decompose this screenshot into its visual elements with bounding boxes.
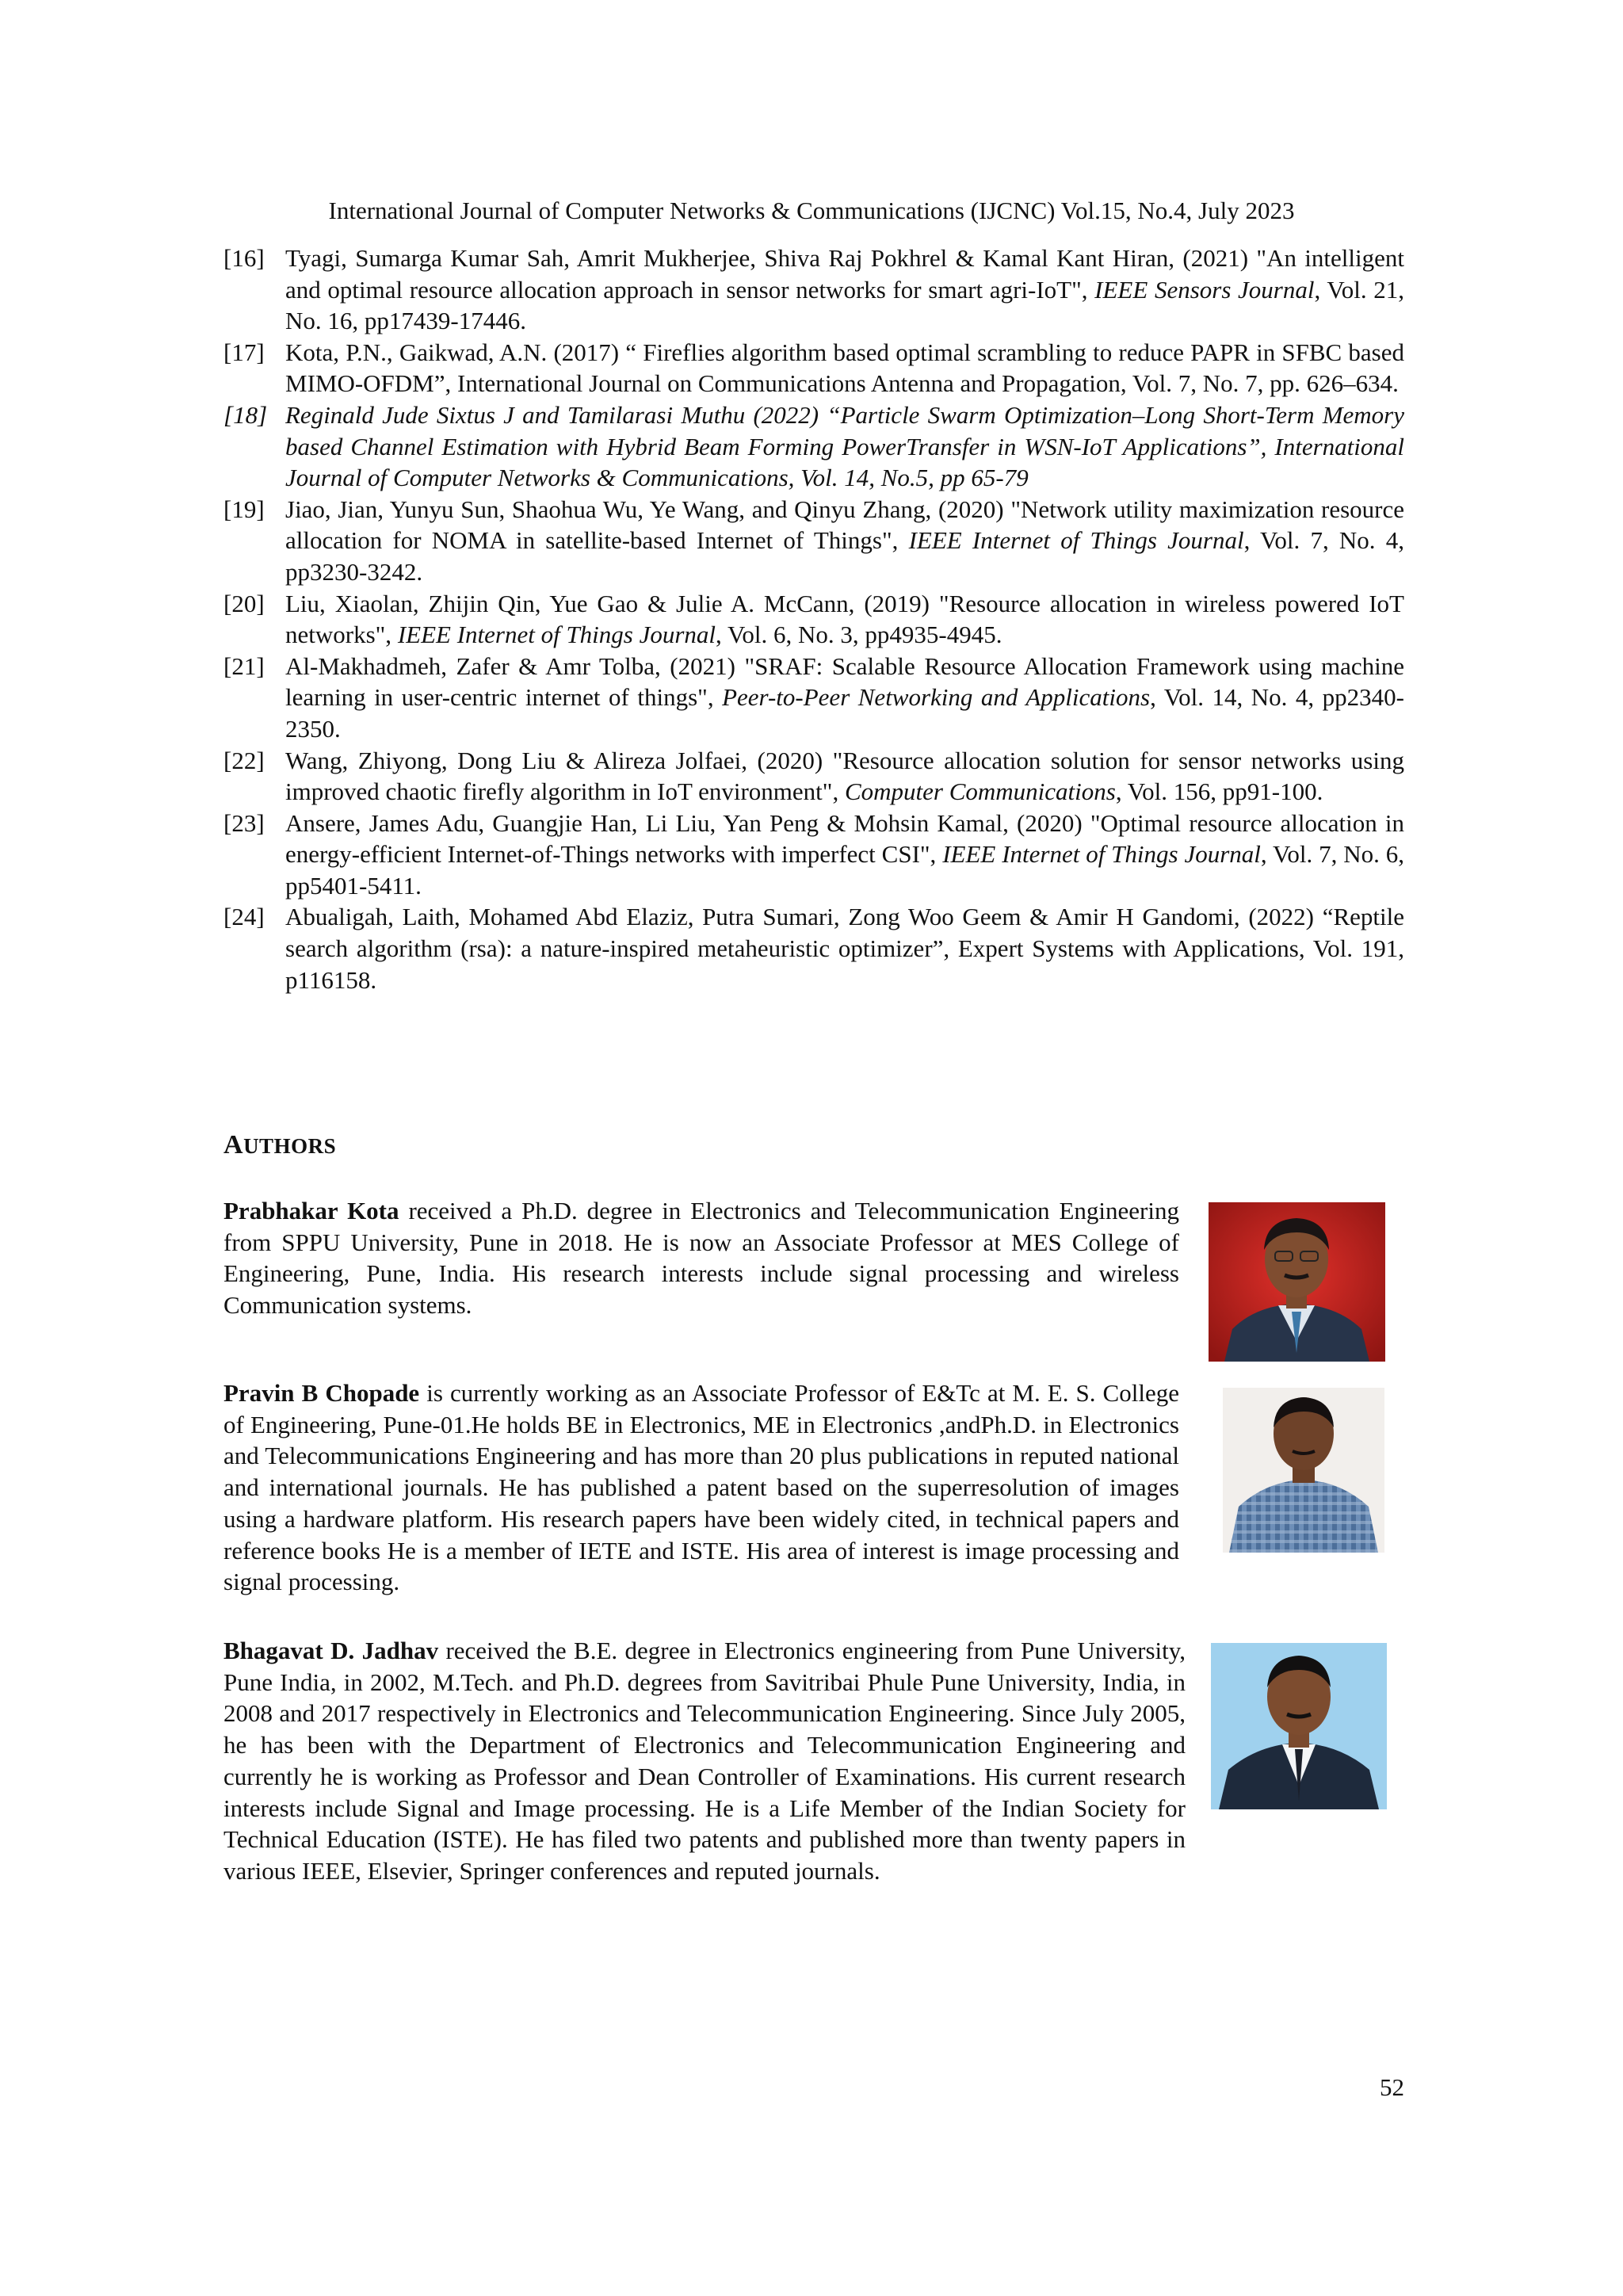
authors-heading-initial: A bbox=[223, 1130, 244, 1159]
reference-text: Liu, Xiaolan, Zhijin Qin, Yue Gao & Julie A. McCann, (2019) "Resource allocation in wireless powered IoT networks", bbox=[285, 589, 1404, 649]
author-bio-text: received the B.E. degree in Electronics engineering from Pune University, Pune India, in 2002, M.Tech. and Ph.D. degrees from Savitribai Phule Pune University, India, in 2008 and 2017 respectively in Electronics and Telecommunication Engineering. Since July 2005, he has been with the Department of Electronics and Telecommunication Engineering and currently he is working as Professor and Dean Controller of Examinations. His current research interests include Signal and Image processing. He is a Life Member of the Indian Society for Technical Education (ISTE). He has filed two patents and published more than twenty papers in various IEEE, Elsevier, Springer conferences and reputed journals. bbox=[223, 1637, 1186, 1885]
reference-text: Wang, Zhiyong, Dong Liu & Alireza Jolfaei, (2020) "Resource allocation solution for sensor networks using improved chaotic firefly algorithm in IoT environment", bbox=[285, 746, 1404, 806]
reference-number: [16] bbox=[223, 244, 265, 272]
author-name: Pravin B Chopade bbox=[223, 1379, 420, 1407]
reference-journal: IEEE Sensors Journal bbox=[1094, 275, 1315, 304]
reference-item bbox=[223, 337, 1404, 399]
reference-text: , Vol. 21, No. 16, pp17439-17446. bbox=[285, 275, 1404, 335]
author-bio-text: is currently working as an Associate Professor of E&Tc at M. E. S. College of Engineering, Pune-01.He holds BE in Electronics, ME in Electronics ,andPh.D. in Electronics and Telecommunications Engineering and has more than 20 plus publications in reputed national and international journals. He has published a patent based on the superresolution of images using a hardware platform. His research papers have been widely cited, in technical papers and reference books He is a member of IETE and ISTE. His area of interest is image processing and signal processing. bbox=[223, 1379, 1179, 1596]
reference-number: [23] bbox=[223, 808, 265, 837]
authors-heading-rest: UTHORS bbox=[243, 1134, 337, 1158]
author-bio-kota bbox=[223, 1195, 1179, 1321]
author-name: Bhagavat D. Jadhav bbox=[223, 1637, 439, 1664]
reference-item bbox=[223, 651, 1404, 745]
portrait-figure bbox=[1223, 1388, 1384, 1553]
reference-text: , Vol. 156, pp91-100. bbox=[1115, 777, 1323, 806]
reference-list bbox=[223, 243, 1404, 995]
reference-item bbox=[223, 494, 1404, 588]
portrait-figure bbox=[1211, 1643, 1387, 1809]
reference-item bbox=[223, 901, 1404, 995]
reference-journal: IEEE Internet of Things Journal bbox=[942, 840, 1261, 869]
author-photo-jadhav bbox=[1211, 1643, 1387, 1809]
reference-text: Al-Makhadmeh, Zafer & Amr Tolba, (2021) "SRAF: Scalable Resource Allocation Framework using machine learning in user-centric internet of things", bbox=[285, 651, 1404, 712]
reference-number: [20] bbox=[223, 589, 265, 617]
reference-journal: Peer-to-Peer Networking and Applications bbox=[722, 683, 1151, 712]
reference-text: Tyagi, Sumarga Kumar Sah, Amrit Mukherjee, Shiva Raj Pokhrel & Kamal Kant Hiran, (2021) "An intelligent and optimal resource allocation approach in sensor networks for smart agri-IoT", bbox=[285, 244, 1404, 304]
reference-journal: IEEE Internet of Things Journal bbox=[908, 526, 1244, 555]
reference-item bbox=[223, 588, 1404, 651]
author-name: Prabhakar Kota bbox=[223, 1197, 399, 1224]
reference-number: [17] bbox=[223, 338, 265, 366]
page-number: 52 bbox=[1380, 2073, 1404, 2101]
reference-item bbox=[223, 745, 1404, 808]
author-bio-text: received a Ph.D. degree in Electronics and Telecommunication Engineering from SPPU University, Pune in 2018. He is now an Associate Professor at MES College of Engineering, Pune, India. His research interests include signal processing and wireless Communication systems. bbox=[223, 1197, 1179, 1320]
portrait-figure bbox=[1209, 1202, 1385, 1362]
author-photo-kota bbox=[1209, 1202, 1385, 1362]
reference-text: Ansere, James Adu, Guangjie Han, Li Liu, Yan Peng & Mohsin Kamal, (2020) "Optimal resource allocation in energy-efficient Internet-of-Things networks with imperfect CSI", bbox=[285, 808, 1404, 869]
running-header: International Journal of Computer Networks & Communications (IJCNC) Vol.15, No.4, July 2023 bbox=[328, 197, 1295, 224]
reference-item bbox=[223, 243, 1404, 337]
reference-item bbox=[223, 808, 1404, 902]
reference-text: Abualigah, Laith, Mohamed Abd Elaziz, Putra Sumari, Zong Woo Geem & Amir H Gandomi, (2022) “Reptile search algorithm (rsa): a nature-inspired metaheuristic optimizer”, Expert Systems with Applications, Vol. 191, p116158. bbox=[285, 903, 1404, 994]
reference-text: , Vol. 7, No. 4, pp3230-3242. bbox=[285, 526, 1404, 586]
reference-number: [19] bbox=[223, 495, 265, 523]
reference-text: Kota, P.N., Gaikwad, A.N. (2017) “ Fireflies algorithm based optimal scrambling to reduce PAPR in SFBC based MIMO-OFDM”, International Journal on Communications Antenna and Propagation, Vol. 7, No. 7, pp. 626–634. bbox=[285, 338, 1404, 398]
reference-number: [18] bbox=[223, 400, 268, 429]
reference-item bbox=[223, 399, 1404, 494]
reference-number: [24] bbox=[223, 903, 265, 931]
reference-text: Jiao, Jian, Yunyu Sun, Shaohua Wu, Ye Wang, and Qinyu Zhang, (2020) "Network utility maximization resource allocation for NOMA in satellite-based Internet of Things", bbox=[285, 495, 1404, 555]
author-bio-chopade bbox=[223, 1377, 1179, 1598]
reference-journal: Computer Communications bbox=[844, 777, 1116, 806]
reference-text: , Vol. 14, No. 4, pp2340-2350. bbox=[285, 683, 1404, 743]
author-photo-chopade bbox=[1223, 1388, 1384, 1553]
reference-text: , Vol. 7, No. 6, pp5401-5411. bbox=[285, 840, 1404, 900]
reference-text: , Vol. 6, No. 3, pp4935-4945. bbox=[716, 621, 1002, 649]
authors-heading bbox=[223, 1130, 336, 1160]
reference-text: Reginald Jude Sixtus J and Tamilarasi Muthu (2022) “Particle Swarm Optimization–Long Short-Term Memory based Channel Estimation with Hybrid Beam Forming PowerTransfer in WSN-IoT Applications”, International Journal of Computer Networks & Communications, Vol. 14, No.5, pp 65-79 bbox=[285, 400, 1404, 492]
reference-number: [21] bbox=[223, 651, 265, 680]
reference-number: [22] bbox=[223, 746, 265, 774]
reference-journal: IEEE Internet of Things Journal bbox=[397, 621, 716, 649]
